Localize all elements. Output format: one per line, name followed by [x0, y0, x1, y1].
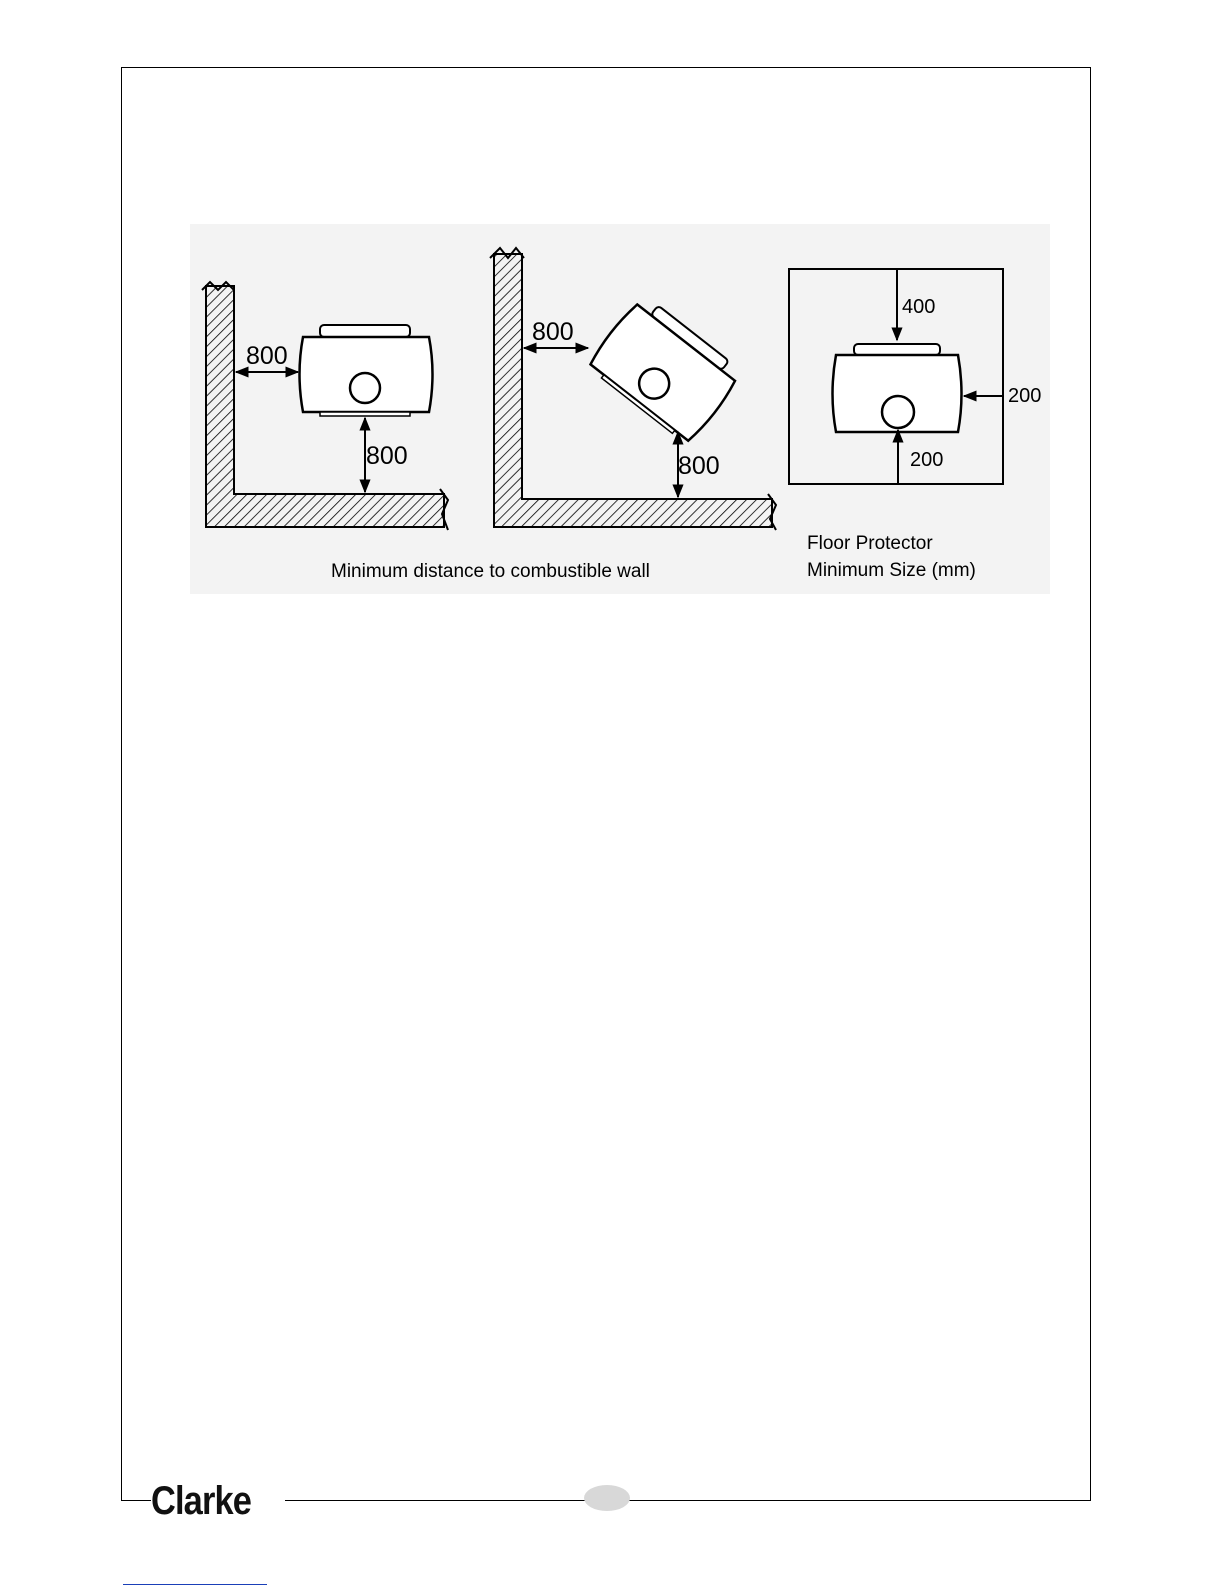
floor-protector-top-label: 400: [902, 296, 936, 318]
left-side-distance-label: 800: [246, 342, 288, 370]
floor-protector-caption-line1: Floor Protector: [807, 533, 933, 554]
footer-rule-left: [121, 1500, 151, 1501]
clarke-logo: Clarke: [151, 1479, 252, 1523]
wall-clearance-caption: Minimum distance to combustible wall: [331, 561, 650, 582]
footer-rule-right: [285, 1500, 1091, 1501]
floor-protector-stove: [833, 344, 962, 432]
floor-protector-front-label: 200: [910, 449, 944, 471]
middle-stove-angled: [585, 293, 745, 446]
clearance-figure: [190, 224, 1050, 594]
left-stove: [300, 325, 433, 416]
middle-floor-distance-label: 800: [678, 452, 720, 480]
floor-protector-caption-line2: Minimum Size (mm): [807, 560, 976, 581]
page-number-oval: [584, 1485, 630, 1511]
middle-side-distance-label: 800: [532, 318, 574, 346]
left-floor-distance-label: 800: [366, 442, 408, 470]
floor-protector-side-label: 200: [1008, 385, 1042, 407]
